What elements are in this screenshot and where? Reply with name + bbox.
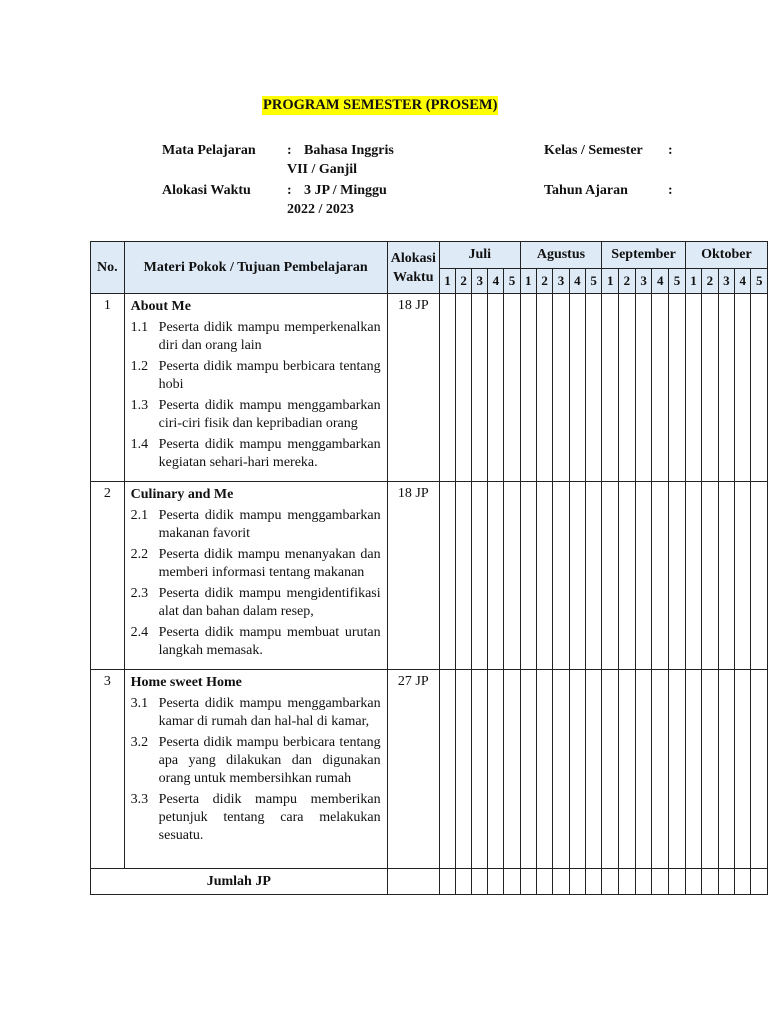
week-cell — [702, 670, 718, 869]
goal-text: Peserta didik mampu menanyakan dan memberi informasi tentang makanan — [158, 547, 381, 580]
goal-text: Peserta didik mampu memberikan petunjuk tentang cara melakukan sesuatu. — [158, 792, 381, 843]
goal-number: 3.1 — [130, 696, 149, 711]
header-week: 1 — [602, 269, 619, 294]
header-alokasi-line1: Alokasi — [390, 250, 436, 266]
week-cell — [652, 482, 669, 670]
week-cell — [635, 294, 652, 482]
goal-item — [131, 319, 381, 355]
header-week: 3 — [553, 269, 569, 294]
week-cell — [751, 670, 768, 869]
week-cell — [718, 869, 734, 895]
kelas-colon: : — [668, 143, 673, 158]
week-cell — [536, 294, 552, 482]
tahun-value: 2022 / 2023 — [287, 202, 354, 217]
week-cell — [488, 670, 504, 869]
week-cell — [735, 869, 751, 895]
week-cell — [718, 670, 734, 869]
week-cell — [718, 294, 734, 482]
row-materi — [124, 670, 387, 869]
week-cell — [553, 294, 569, 482]
header-month-september: September — [602, 242, 685, 269]
week-cell — [504, 869, 520, 895]
week-cell — [472, 482, 488, 670]
week-cell — [669, 482, 686, 670]
row-materi — [124, 482, 387, 670]
row-title: About Me — [130, 299, 191, 314]
goal-item — [131, 397, 381, 433]
mapel-value: Bahasa Inggris — [304, 143, 394, 158]
header-week: 5 — [669, 269, 686, 294]
header-week: 1 — [520, 269, 536, 294]
week-cell — [520, 869, 536, 895]
goal-item — [131, 695, 381, 731]
goal-text: Peserta didik mampu berbicara tentang apa yang dilakukan dan digunakan orang untuk membersihkan rumah — [158, 735, 381, 786]
mapel-label: Mata Pelajaran — [162, 143, 256, 158]
week-cell — [635, 869, 652, 895]
goal-number: 3.3 — [130, 792, 149, 807]
header-week: 2 — [536, 269, 552, 294]
week-cell — [669, 294, 686, 482]
header-week: 3 — [635, 269, 652, 294]
week-cell — [702, 482, 718, 670]
goal-number: 1.3 — [130, 398, 149, 413]
goal-text: Peserta didik mampu berbicara tentang hobi — [158, 359, 381, 392]
week-cell — [619, 294, 636, 482]
header-week: 3 — [718, 269, 734, 294]
week-cell — [602, 294, 619, 482]
week-cell — [553, 869, 569, 895]
goal-text: Peserta didik mampu menggambarkan kegiatan sehari-hari mereka. — [158, 437, 381, 470]
week-cell — [735, 294, 751, 482]
tahun-label: Tahun Ajaran — [544, 183, 628, 198]
week-cell — [456, 482, 472, 670]
goal-text: Peserta didik mampu menggambarkan kamar di rumah dan hal-hal di kamar, — [158, 696, 381, 729]
goal-text: Peserta didik mampu menggambarkan makanan favorit — [158, 508, 381, 541]
goal-item — [131, 546, 381, 582]
row-number: 2 — [91, 482, 125, 670]
goal-item — [131, 585, 381, 621]
goal-number: 2.1 — [130, 508, 149, 523]
week-cell — [472, 294, 488, 482]
header-month-oktober: Oktober — [685, 242, 767, 269]
week-cell — [718, 482, 734, 670]
total-label: Jumlah JP — [91, 869, 388, 895]
week-cell — [488, 869, 504, 895]
week-cell — [536, 482, 552, 670]
tahun-colon: : — [668, 183, 673, 198]
row-number: 3 — [91, 670, 125, 869]
week-cell — [685, 294, 701, 482]
week-cell — [488, 294, 504, 482]
alokasi-colon: : — [287, 183, 292, 198]
header-alokasi — [387, 242, 439, 294]
row-number: 1 — [91, 294, 125, 482]
week-cell — [504, 482, 520, 670]
header-no: No. — [91, 242, 125, 294]
alokasi-label: Alokasi Waktu — [162, 183, 251, 198]
goal-number: 1.2 — [130, 359, 149, 374]
week-cell — [569, 869, 585, 895]
week-cell — [735, 482, 751, 670]
week-cell — [504, 294, 520, 482]
week-cell — [586, 670, 602, 869]
week-cell — [439, 294, 455, 482]
week-cell — [619, 482, 636, 670]
week-cell — [456, 670, 472, 869]
header-week: 4 — [735, 269, 751, 294]
week-cell — [602, 869, 619, 895]
week-cell — [619, 670, 636, 869]
week-cell — [751, 294, 768, 482]
header-week: 4 — [652, 269, 669, 294]
week-cell — [536, 869, 552, 895]
row-jp: 18 JP — [387, 294, 439, 482]
week-cell — [751, 869, 768, 895]
week-cell — [504, 670, 520, 869]
week-cell — [520, 482, 536, 670]
goal-text: Peserta didik mampu menggambarkan ciri-ciri fisik dan kepribadian orang — [158, 398, 381, 431]
week-cell — [472, 670, 488, 869]
header-week: 5 — [504, 269, 520, 294]
week-cell — [635, 670, 652, 869]
week-cell — [751, 482, 768, 670]
kelas-label: Kelas / Semester — [544, 143, 643, 158]
goal-item — [131, 791, 381, 845]
total-jp — [387, 869, 439, 895]
header-materi: Materi Pokok / Tujuan Pembelajaran — [124, 242, 387, 294]
header-week: 1 — [439, 269, 455, 294]
header-week: 2 — [619, 269, 636, 294]
week-cell — [652, 294, 669, 482]
goal-item — [131, 507, 381, 543]
goal-item — [131, 436, 381, 472]
week-cell — [685, 869, 701, 895]
table-row — [91, 482, 768, 670]
page-title: PROGRAM SEMESTER (PROSEM) — [263, 97, 498, 113]
goal-item — [131, 358, 381, 394]
week-cell — [536, 670, 552, 869]
goal-text: Peserta didik mampu membuat urutan langkah memasak. — [158, 625, 381, 658]
header-week: 5 — [586, 269, 602, 294]
header-week: 3 — [472, 269, 488, 294]
row-jp: 18 JP — [387, 482, 439, 670]
header-week: 4 — [488, 269, 504, 294]
week-cell — [669, 670, 686, 869]
row-title: Culinary and Me — [130, 487, 234, 502]
header-week: 1 — [685, 269, 701, 294]
week-cell — [439, 869, 455, 895]
week-cell — [685, 482, 701, 670]
goal-number: 1.1 — [130, 320, 149, 335]
row-jp: 27 JP — [387, 670, 439, 869]
week-cell — [702, 294, 718, 482]
header-alokasi-line2: Waktu — [393, 269, 434, 285]
header-week: 5 — [751, 269, 768, 294]
total-row — [91, 869, 768, 895]
week-cell — [635, 482, 652, 670]
header-month-agustus: Agustus — [520, 242, 602, 269]
week-cell — [520, 294, 536, 482]
week-cell — [456, 869, 472, 895]
week-cell — [586, 482, 602, 670]
week-cell — [602, 482, 619, 670]
week-cell — [456, 294, 472, 482]
goal-text: Peserta didik mampu mengidentifikasi alat dan bahan dalam resep, — [158, 586, 381, 619]
header-week: 2 — [702, 269, 718, 294]
goal-number: 1.4 — [130, 437, 149, 452]
header-month-juli: Juli — [439, 242, 520, 269]
row-materi — [124, 294, 387, 482]
row-title: Home sweet Home — [130, 675, 242, 690]
week-cell — [652, 670, 669, 869]
mapel-colon: : — [287, 143, 292, 158]
week-cell — [569, 670, 585, 869]
goal-number: 2.2 — [130, 547, 149, 562]
goal-number: 2.3 — [130, 586, 149, 601]
week-cell — [652, 869, 669, 895]
week-cell — [472, 869, 488, 895]
header-week: 4 — [569, 269, 585, 294]
week-cell — [702, 869, 718, 895]
kelas-value: VII / Ganjil — [287, 162, 358, 177]
week-cell — [685, 670, 701, 869]
goal-number: 2.4 — [130, 625, 149, 640]
week-cell — [586, 294, 602, 482]
week-cell — [569, 294, 585, 482]
header-week: 2 — [456, 269, 472, 294]
week-cell — [439, 670, 455, 869]
table-row — [91, 294, 768, 482]
goal-number: 3.2 — [130, 735, 149, 750]
goal-item — [131, 734, 381, 788]
week-cell — [602, 670, 619, 869]
week-cell — [586, 869, 602, 895]
alokasi-value: 3 JP / Minggu — [304, 183, 387, 198]
week-cell — [569, 482, 585, 670]
week-cell — [669, 869, 686, 895]
goal-text: Peserta didik mampu memperkenalkan diri dan orang lain — [158, 320, 381, 353]
week-cell — [735, 670, 751, 869]
week-cell — [439, 482, 455, 670]
week-cell — [488, 482, 504, 670]
goal-item — [131, 624, 381, 660]
week-cell — [553, 482, 569, 670]
table-row — [91, 670, 768, 869]
week-cell — [619, 869, 636, 895]
week-cell — [553, 670, 569, 869]
week-cell — [520, 670, 536, 869]
prosem-table — [90, 241, 768, 895]
